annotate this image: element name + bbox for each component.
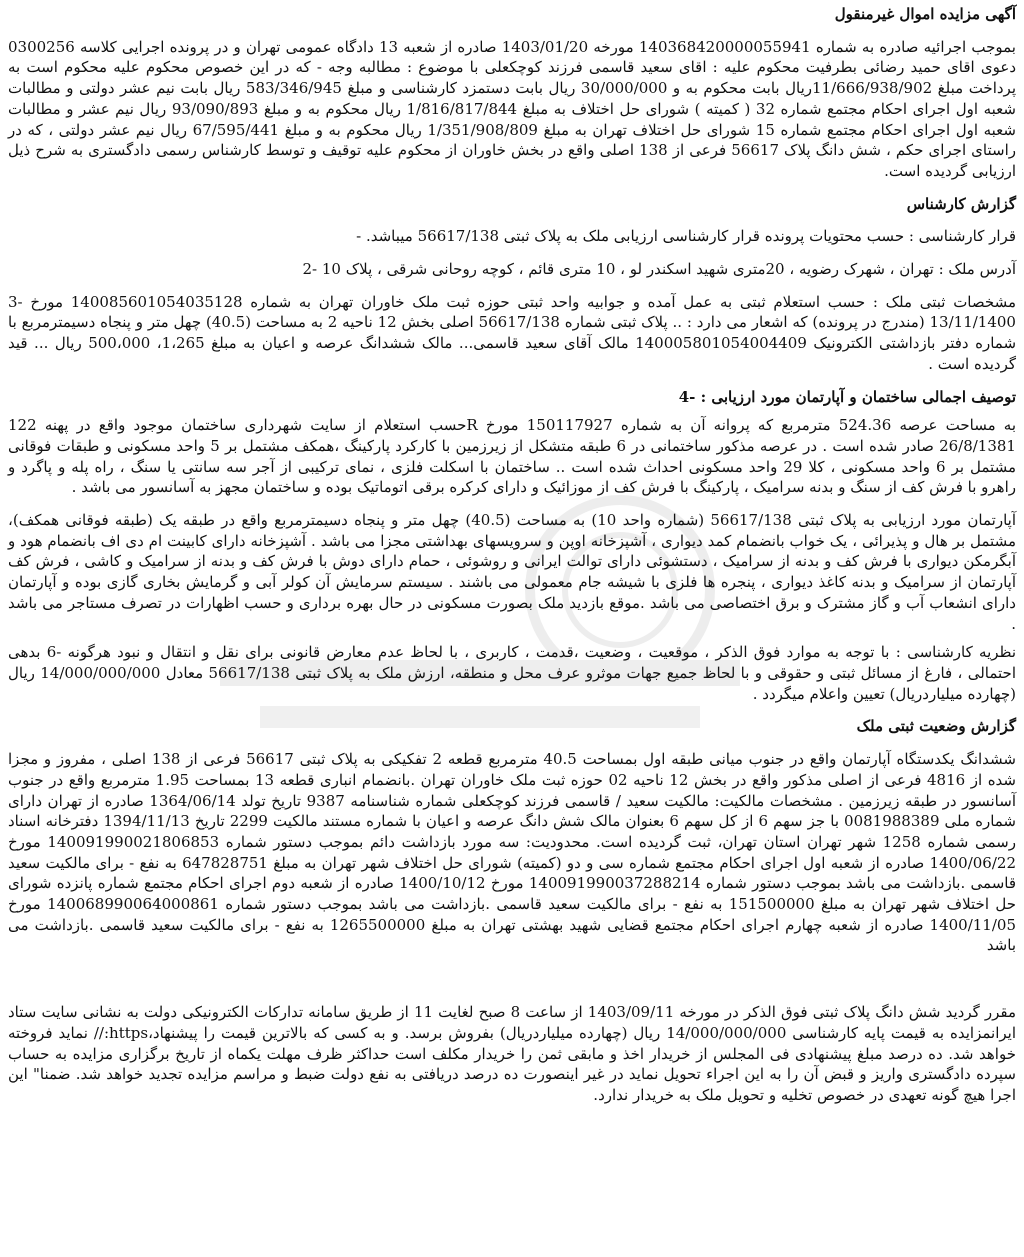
expert-opinion-paragraph: نظریه کارشناسی : با توجه به موارد فوق الذکر ، موقعیت ، وضعیت ،قدمت ، کاربری ، با لحاظ عدم معارض قانونی برای نقل و انتقال و نبود هرگونه -6 بدهی احتمالی ، فارغ از مسائل ثبتی و حقوقی و با لحاظ جمیع جهات موثرو عرف محل و منطقه، ارزش ملک به پلاک ثبتی 56617/138 معادل 14/000/000/000 ریال (چهارده میلیاردریال) تعیین واعلام میگردد . xyxy=(8,643,1017,703)
auction-terms-paragraph: مقرر گردید شش دانگ پلاک ثبتی فوق الذکر در مورخه 1403/09/11 از ساعت 8 صبح لغایت 11 از طریق سامانه تدارکات الکترونیکی دولت به نشانی سایت ستاد ایرانمزایده به قیمت پایه کارشناسی 14/000/000/000 ریال (چهارده میلیاردریال) بفروش برسد. و به کسی که بالاترین قیمت را پیشنهاد،https:// نماید فروخته خواهد شد. ده درصد مبلغ پیشنهادی فی المجلس از خریدار اخذ و مابقی ثمن را خریدار مکلف است حداکثر ظرف مهلت یکماه از تاریخ برگزاری مزایده به حساب سپرده دادگستری واریز و قبض آن را به این اجراء تحویل نماید در غیر اینصورت ده درصد دریافتی به نفع دولت ضبط و مراسم مزایده تجدید خواهد شد. ضمنا" این اجرا هیچ گونه تعهدی در خصوص تخلیه و تحویل ملک به خریدار ندارد. xyxy=(8,1003,1016,1104)
document-body xyxy=(8,4,1016,1106)
property-address-paragraph: آدرس ملک : تهران ، شهرک رضویه ، 20متری شهید اسکندر لو ، 10 متری قائم ، کوچه روحانی شرقی ، پلاک 10 -2 xyxy=(302,260,1016,279)
expert-order-paragraph: قرار کارشناسی : حسب محتویات پرونده قرار کارشناسی ارزیابی ملک به پلاک ثبتی 56617/138 میباشد. - xyxy=(356,227,1016,246)
building-description-paragraph: به مساحت عرصه 524.36 مترمربع که پروانه آن به شماره 150117927 مورخ Rحسب استعلام از سایت شهرداری ساختمان موجود واقع در پهنه 122 26/8/1381 صادر شده است . در عرصه مذکور ساختمانی در 6 طبقه متشکل از زیرزمین با کارکرد پارکینگ ،همکف مشتمل بر 5 واحد مسکونی و طبقات فوقانی مشتمل بر 6 واحد مسکونی ، کلا 29 واحد مسکونی احداث شده است .. ساختمان با اسکلت فلزی ، نمای ترکیبی از آجر سه سانتی یا سنگ ، راه پله و پاگرد و راهرو با فرش کف از سنگ و بدنه سرامیک ، پارکینگ با فرش کف از موزائیک و دارای کرکره برقی اتوماتیک بوده و ساختمان مجهز به آسانسور می باشد . xyxy=(8,416,1017,497)
apartment-description-paragraph: آپارتمان مورد ارزیابی به پلاک ثبتی 56617/138 (شماره واحد 10) به مساحت (40.5) چهل متر و پنجاه دسیمترمربع واقع در طبقه یک (طبقه فوقانی همکف)، مشتمل بر هال و پذیرائی ، یک خواب بانضمام کمد دیواری ، آشپزخانه اوپن و سرویسهای بهداشتی مجزا می باشد . آشپزخانه دارای کابینت ام دی اف بانضمام هود و آبگرمکن دیواری با فرش کف و بدنه از سرامیک ، دستشوئی دارای توالت ایرانی و روشوئی ، حمام دارای دوش با فرش کف و بدنه از سرامیک و کاشی ، فرش کف آپارتمان از سرامیک و بدنه کاغذ دیواری ، پنجره ها فلزی با شیشه جام معمولی می باشند . سیستم سرمایش آن کولر آبی و گرمایش بخاری گازی بوده و آپارتمان دارای انشعاب آب و گاز مشترک و برق اختصاصی می باشد .موقع بازدید ملک بصورت مسکونی در حال بهره برداری و حسب اظهارات در تصرف مستاجر می باشد . xyxy=(8,511,1016,633)
expert-report-heading: گزارش کارشناس xyxy=(906,194,1016,213)
building-description-heading: توصیف اجمالی ساختمان و آپارتمان مورد ارزیابی : -4 xyxy=(678,387,1016,406)
intro-paragraph: بموجب اجرائیه صادره به شماره 140368420000055941 مورخه 1403/01/20 صادره از شعبه 13 دادگاه عمومی تهران و در پرونده اجرایی کلاسه 0300256 دعوی اقای حمید رضائی بطرفیت محکوم علیه : اقای سعید قاسمی فرزند کوچکعلی با موضوع : مطالبه وجه - که در این خصوص محکوم علیه محکوم است به پرداخت مبلغ 11/666/938/902ریال بابت محکوم به و 30/000/000 ریال بابت دستمزد کارشناسی و مبلغ 583/346/945 ریال بابت نیم عشر دولتی و مطالبات شعبه اول اجرای احکام مجتمع شماره 32 ( کمیته ) شورای حل اختلاف به مبلغ 1/816/817/844 ریال محکوم به و مبلغ 93/090/893 ریال نیم عشر و مطالبات شعبه اول اجرای احکام مجتمع شماره 15 شورای حل اختلاف تهران به مبلغ 1/351/908/809 ریال محکوم به و مبلغ 67/595/441 ریال نیم عشر دولتی ، که در راستای اجرای حکم ، شش دانگ پلاک 56617 فرعی از 138 اصلی واقع در بخش خاوران از محکوم علیه توقیف و توسط کارشناس رسمی دادگستری به شرح ذیل ارزیابی گردیده است. xyxy=(8,37,1016,180)
notice-title: آگهی مزایده اموال غیرمنقول xyxy=(834,5,1016,23)
registry-specs-paragraph: مشخصات ثبتی ملک : حسب استعلام ثبتی به عمل آمده و جوابیه واحد ثبتی حوزه ثبت ملک خاوران تهران به شماره 140085601054035128 مورخ -3 13/11/1400 (مندرج در پرونده) که اشعار می دارد : .. پلاک ثبتی شماره 56617/138 اصلی بخش 12 ناحیه 2 به مساحت (40.5) چهل متر و پنجاه دسیمترمربع با شماره دفتر بازداشتی الکترونیک 140005801054004409 مالک آقای سعید قاسمی... مالک ششدانگ عرصه و اعیان به مبلغ 1،265، 500،000 ریال ... قید گردیده است . xyxy=(8,292,1017,373)
registry-status-paragraph: ششدانگ یکدستگاه آپارتمان واقع در جنوب میانی طبقه اول بمساحت 40.5 مترمربع قطعه 2 تفکیکی به پلاک ثبتی 56617 فرعی از 138 اصلی ، مفروز و مجزا شده از 4816 فرعی از اصلی مذکور واقع در بخش 12 ناحیه 02 حوزه ثبت ملک خاوران تهران .بانضمام انباری قطعه 13 بمساحت 1.95 مترمربع واقع در جنوب آسانسور در طبقه زیرزمین . مشخصات مالکیت: مالکیت سعید / قاسمی فرزند کوچکعلی شماره شناسنامه 9387 تاریخ تولد 1364/06/14 صادره از تهران دارای شماره ملی 0081988389 با جز سهم 6 از کل سهم 6 بعنوان مالک شش دانگ عرصه و اعیان با شماره مستند مالکیت 2299 تاریخ 1394/11/13 دفترخانه اسناد رسمی شماره 1258 شهر تهران استان تهران، ثبت گردیده است. محدودیت: سه مورد بازداشت دائم بموجب دستور شماره 140091990021806853 مورخ 1400/06/22 صادره از شعبه اول اجرای احکام مجتمع شماره سی و دو (کمیته) شورای حل اختلاف شهر تهران به مبلغ 647828751 به نفع - برای مالکیت سعید قاسمی .بازداشت می باشد بموجب دستور شماره 140091990037288214 مورخ 1400/10/12 صادره از شعبه دوم اجرای احکام مجتمع شماره پانزده شورای حل اختلاف شهر تهران به مبلغ 151500000 به نفع - برای مالکیت سعید قاسمی .بازداشت می باشد بموجب دستور شماره 140068990064000861 مورخ 1400/11/05 صادره از شعبه چهارم اجرای احکام مجتمع قضایی شهید بهشتی تهران به مبلغ 1265500000 به نفع - برای مالکیت سعید قاسمی .بازداشت می باشد xyxy=(8,750,1017,955)
registry-status-heading: گزارش وضعیت ثبتی ملک xyxy=(856,717,1016,736)
